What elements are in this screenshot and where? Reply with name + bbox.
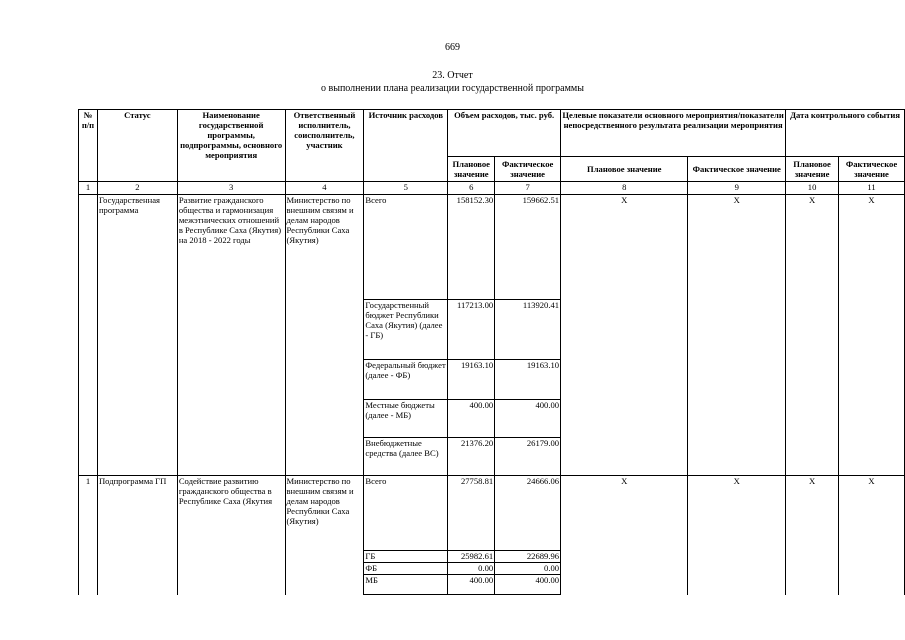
row-source: Всего — [364, 476, 448, 551]
row-status: Подпрограмма ГП — [97, 476, 177, 595]
header-fact-expenses: Фактическое значение — [495, 157, 561, 182]
report-title: 23. Отчет — [432, 70, 473, 81]
column-number: 2 — [97, 182, 177, 195]
row-fact-value: 19163.10 — [495, 360, 561, 400]
row-date-fact: Х — [839, 476, 905, 595]
row-date-plan: Х — [786, 195, 839, 300]
row-fact-value: 400.00 — [495, 400, 561, 438]
row-date-plan: Х — [786, 476, 839, 595]
row-fact-value: 159662.51 — [495, 195, 561, 300]
page-number: 669 — [445, 42, 460, 53]
row-target-plan: Х — [561, 195, 688, 300]
row-fact-value: 113920.41 — [495, 300, 561, 360]
row-plan-value: 0.00 — [448, 563, 495, 575]
report-subtitle: о выполнении плана реализации государственной программы — [321, 83, 584, 94]
column-number: 6 — [448, 182, 495, 195]
header-control-date: Дата контрольного события — [786, 110, 905, 157]
header-plan-targets: Плановое значение — [561, 157, 688, 182]
column-number: 11 — [839, 182, 905, 195]
row-plan-value: 117213.00 — [448, 300, 495, 360]
row-status: Государственная программа — [97, 195, 177, 476]
header-executor: Ответственный исполнитель, соисполнитель, участник — [285, 110, 364, 182]
header-row — [79, 110, 905, 157]
header-targets: Целевые показатели основного мероприятия/показатели непосредственного результата реализации мероприятия — [561, 110, 786, 157]
row-date-plan — [786, 300, 839, 476]
row-target-plan: Х — [561, 476, 688, 595]
row-date-fact — [839, 300, 905, 476]
header-status: Статус — [97, 110, 177, 182]
row-name: Содействие развитию гражданского общества в Республике Саха (Якутия — [177, 476, 285, 595]
row-num: 1 — [79, 476, 98, 595]
row-fact-value: 26179.00 — [495, 438, 561, 476]
header-name: Наименование государственной программы, подпрограммы, основного мероприятия — [177, 110, 285, 182]
row-source: ФБ — [364, 563, 448, 575]
row-source: Федеральный бюджет (далее - ФБ) — [364, 360, 448, 400]
row-num — [79, 195, 98, 476]
row-source: Местные бюджеты (далее - МБ) — [364, 400, 448, 438]
row-plan-value: 158152.30 — [448, 195, 495, 300]
row-target-fact: Х — [688, 195, 786, 300]
row-source: Государственный бюджет Республики Саха (Якутия) (далее - ГБ) — [364, 300, 448, 360]
row-fact-value: 400.00 — [495, 575, 561, 595]
header-plan-expenses: Плановое значение — [448, 157, 495, 182]
header-fact-date: Фактическое значение — [839, 157, 905, 182]
row-executor: Министерство по внешним связям и делам народов Республики Саха (Якутия) — [285, 476, 364, 595]
table-row — [79, 195, 905, 300]
header-plan-date: Плановое значение — [786, 157, 839, 182]
row-target-fact — [688, 300, 786, 476]
column-number: 8 — [561, 182, 688, 195]
column-number: 4 — [285, 182, 364, 195]
row-plan-value: 19163.10 — [448, 360, 495, 400]
row-executor: Министерство по внешним связям и делам народов Республики Саха (Якутия) — [285, 195, 364, 476]
header-fact-targets: Фактическое значение — [688, 157, 786, 182]
column-number: 1 — [79, 182, 98, 195]
row-plan-value: 400.00 — [448, 575, 495, 595]
row-plan-value: 27758.81 — [448, 476, 495, 551]
column-number: 3 — [177, 182, 285, 195]
row-plan-value: 400.00 — [448, 400, 495, 438]
row-source: МБ — [364, 575, 448, 595]
row-source: ГБ — [364, 551, 448, 563]
row-plan-value: 25982.61 — [448, 551, 495, 563]
column-numbers-row — [79, 182, 905, 195]
row-source: Внебюджетные средства (далее ВС) — [364, 438, 448, 476]
row-source: Всего — [364, 195, 448, 300]
row-target-fact: Х — [688, 476, 786, 595]
row-target-plan — [561, 300, 688, 476]
row-date-fact: Х — [839, 195, 905, 300]
row-name: Развитие гражданского общества и гармонизация межэтнических отношений в Республике Саха (Якутия) на 2018 - 2022 годы — [177, 195, 285, 476]
row-plan-value: 21376.20 — [448, 438, 495, 476]
column-number: 10 — [786, 182, 839, 195]
header-expenses: Объем расходов, тыс. руб. — [448, 110, 561, 157]
header-source: Источник расходов — [364, 110, 448, 182]
column-number: 7 — [495, 182, 561, 195]
row-fact-value: 0.00 — [495, 563, 561, 575]
report-table — [78, 109, 905, 595]
table-row — [79, 476, 905, 551]
column-number: 9 — [688, 182, 786, 195]
column-number: 5 — [364, 182, 448, 195]
row-fact-value: 24666.06 — [495, 476, 561, 551]
header-num: № п/п — [79, 110, 98, 182]
row-fact-value: 22689.96 — [495, 551, 561, 563]
